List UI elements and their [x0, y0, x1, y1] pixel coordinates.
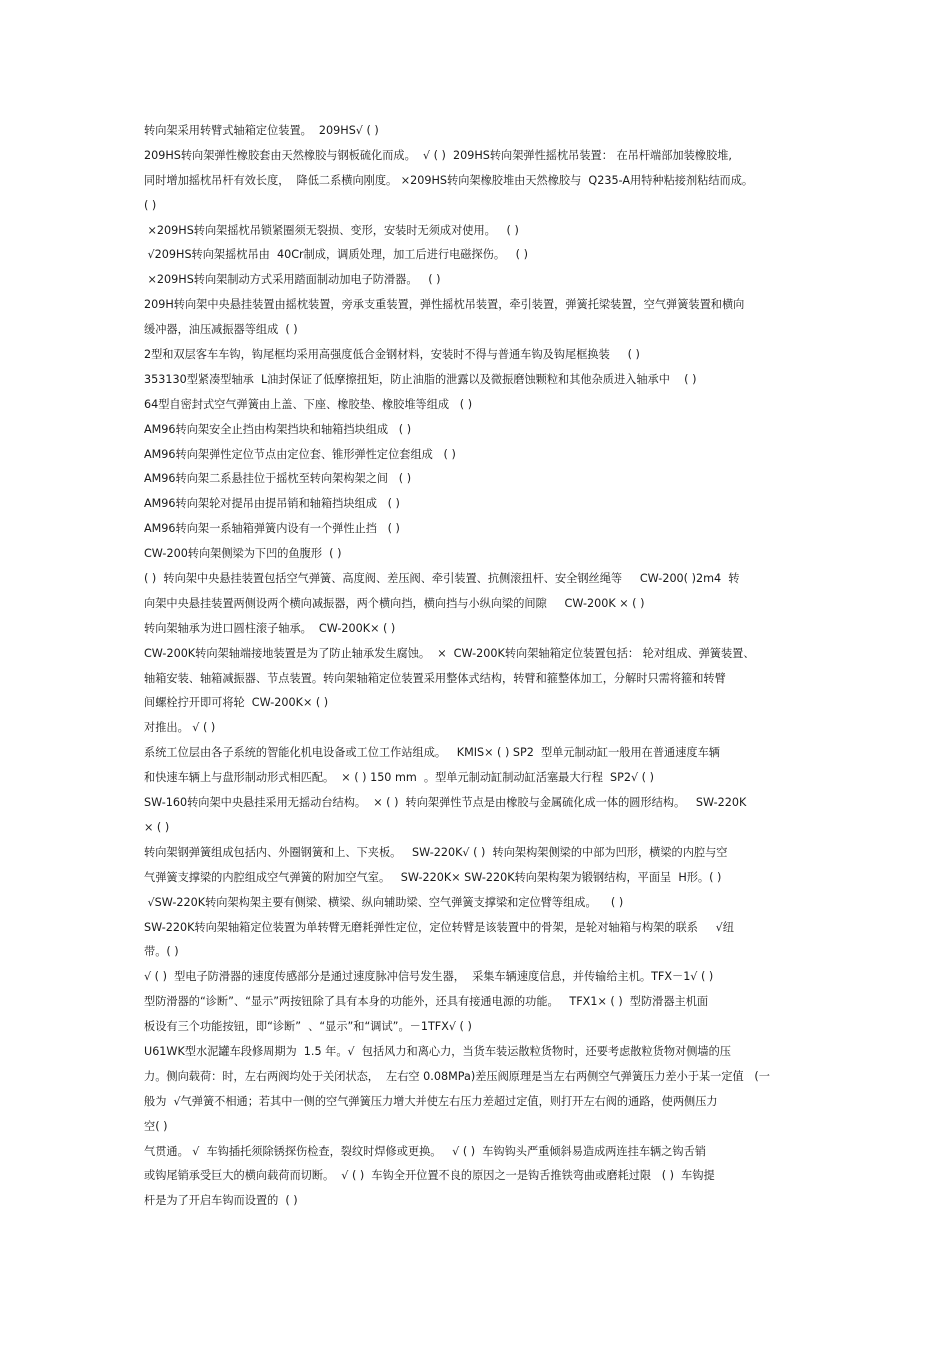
text-line: 缓冲器，油压减振器等组成 ( ) [144, 323, 298, 337]
text-line: 空( ) [144, 1119, 168, 1133]
text-line: 气贯通。 √ 车钩插托须除锈探伤检查，裂纹时焊修或更换。 √ ( ) 车钩钩头严重倾斜易造成两连挂车辆之钩舌销 [144, 1144, 706, 1158]
text-line: ×209HS转向架摇枕吊锁紧圈须无裂损、变形，安装时无须成对使用。 ( ) [144, 223, 519, 237]
text-line: ( ) 转向架中央悬挂装置包括空气弹簧、高度阀、差压阀、牵引装置、抗侧滚扭杆、安全钢丝绳等 CW-200( )2m4 转 [144, 572, 740, 586]
text-line: 2型和双层客车车钩，钩尾框均采用高强度低合金钢材料，安装时不得与普通车钩及钩尾框换装 ( ) [144, 348, 640, 362]
text-line: 向架中央悬挂装置两侧设两个横向减振器，两个横向挡，横向挡与小纵向梁的间隙 CW-200K × ( ) [144, 596, 645, 610]
text-line: 或钩尾销承受巨大的横向载荷而切断。 √ ( ) 车钩全开位置不良的原因之一是钩舌推铁弯曲或磨耗过限 ( ) 车钩提 [144, 1169, 715, 1183]
text-line: 间螺栓拧开即可将轮 CW-200K× ( ) [144, 696, 329, 710]
text-line: 型防滑器的“诊断”、“显示”两按钮除了具有本身的功能外，还具有接通电源的功能。 TFX1× ( ) 型防滑器主机面 [144, 995, 709, 1009]
text-line: 般为 √气弹簧不相通；若其中一侧的空气弹簧压力增大并使左右压力差超过定值，则打开左右阀的通路，使两侧压力 [144, 1094, 718, 1108]
text-line: U61WK型水泥罐车段修周期为 1.5 年。√ 包括风力和离心力，当货车装运散粒货物时，还要考虑散粒货物对侧墙的压 [144, 1044, 731, 1058]
text-line: ( ) [144, 198, 157, 212]
text-line: 杆是为了开启车钩而设置的 ( ) [144, 1194, 298, 1208]
text-line: CW-200转向架侧梁为下凹的鱼腹形 ( ) [144, 547, 342, 561]
text-line: × ( ) [144, 820, 170, 834]
text-line: 对推出。 √ ( ) [144, 721, 216, 735]
text-line: SW-220K转向架轴箱定位装置为单转臂无磨耗弹性定位，定位转臂是该装置中的骨架，是轮对轴箱与构架的联系 √纽 [144, 920, 734, 934]
text-line: 209HS转向架弹性橡胶套由天然橡胶与钢板硫化而成。 √ ( ) 209HS转向架弹性摇枕吊装置： 在吊杆端部加装橡胶堆, [144, 148, 732, 162]
text-line: √209HS转向架摇枕吊由 40Cr制成，调质处理，加工后进行电磁探伤。 ( ) [144, 248, 528, 262]
text-line: 力。侧向载荷：时，左右两阀均处于关闭状态， 左右空 0.08MPa)差压阀原理是当左右两侧空气弹簧压力差小于某一定值 (一 [144, 1069, 770, 1083]
text-line: 带。( ) [144, 945, 179, 959]
text-line: 轴箱安装、轴箱减振器、节点装置。转向架轴箱定位装置采用整体式结构，转臂和箍整体加工，分解时只需将箍和转臂 [144, 671, 726, 685]
text-line: 和快速车辆上与盘形制动形式相匹配。 × ( ) 150 mm 。型单元制动缸制动缸活塞最大行程 SP2√ ( ) [144, 771, 654, 785]
text-line: 209H转向架中央悬挂装置由摇枕装置，旁承支重装置，弹性摇枕吊装置，牵引装置，弹簧托梁装置，空气弹簧装置和横向 [144, 298, 745, 312]
text-line: AM96转向架弹性定位节点由定位套、锥形弹性定位套组成 ( ) [144, 447, 456, 461]
text-line: 转向架钢弹簧组成包括内、外圈钢簧和上、下夹板。 SW-220K√ ( ) 转向架构架侧梁的中部为凹形，横梁的内腔与空 [144, 845, 728, 859]
document-body [144, 119, 816, 1214]
text-line: √SW-220K转向架构架主要有侧梁、横梁、纵向辅助梁、空气弹簧支撑梁和定位臂等组成。 ( ) [144, 895, 624, 909]
text-line: AM96转向架二系悬挂位于摇枕至转向架构架之间 ( ) [144, 472, 412, 486]
text-line: 系统工位层由各子系统的智能化机电设备或工位工作站组成。 KMIS× ( ) SP2 型单元制动缸一般用在普通速度车辆 [144, 746, 720, 760]
text-line: 64型自密封式空气弹簧由上盖、下座、橡胶垫、橡胶堆等组成 ( ) [144, 397, 473, 411]
text-line: CW-200K转向架轴端接地装置是为了防止轴承发生腐蚀。 × CW-200K转向架轴箱定位装置包括： 轮对组成、弹簧装置、 [144, 646, 755, 660]
text-line: 转向架采用转臂式轴箱定位装置。 209HS√ ( ) [144, 124, 379, 137]
text-line: AM96转向架安全止挡由构架挡块和轴箱挡块组成 ( ) [144, 422, 412, 436]
text-line: AM96转向架一系轴箱弹簧内设有一个弹性止挡 ( ) [144, 522, 400, 536]
text-line: 转向架轴承为进口圆柱滚子轴承。 CW-200K× ( ) [144, 621, 396, 635]
text-line: 353130型紧凑型轴承 L油封保证了低摩擦扭矩，防止油脂的泄露以及微振磨蚀颗粒和其他杂质进入轴承中 ( ) [144, 372, 697, 386]
text-line: √ ( ) 型电子防滑器的速度传感部分是通过速度脉冲信号发生器， 采集车辆速度信息，并传输给主机。TFX－1√ ( ) [144, 970, 714, 984]
text-line: 同时增加摇枕吊杆有效长度， 降低二系横向刚度。 ×209HS转向架橡胶堆由天然橡胶与 Q235-A用特种粘接剂粘结而成。 [144, 173, 754, 187]
text-line: 板设有三个功能按钮，即“诊断” 、“显示”和“调试”。－1TFX√ ( ) [144, 1020, 472, 1034]
text-line: SW-160转向架中央悬挂采用无摇动台结构。 × ( ) 转向架弹性节点是由橡胶与金属硫化成一体的圆形结构。 SW-220K [144, 796, 747, 810]
text-line: ×209HS转向架制动方式采用踏面制动加电子防滑器。 ( ) [144, 273, 441, 287]
text-line: AM96转向架轮对提吊由提吊销和轴箱挡块组成 ( ) [144, 497, 400, 511]
text-line: 气弹簧支撑梁的内腔组成空气弹簧的附加空气室。 SW-220K× SW-220K转向架构架为锻钢结构，平面呈 H形。( ) [144, 870, 722, 884]
